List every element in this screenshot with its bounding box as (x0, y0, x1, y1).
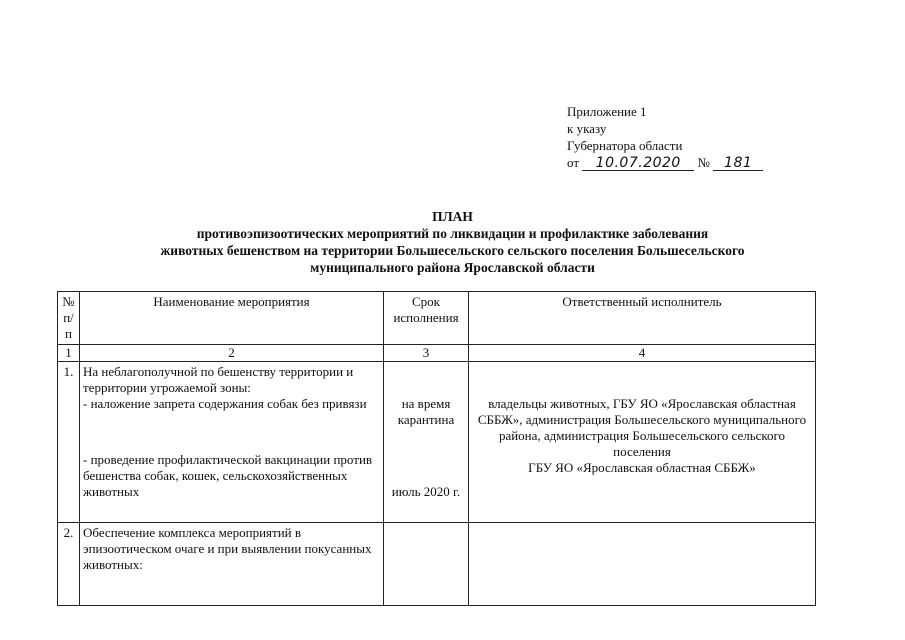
appendix-date-row (567, 154, 763, 171)
appendix-line-3: Губернатора области (567, 138, 683, 153)
handwritten-number: 181 (713, 156, 763, 171)
plan-heading: ПЛАН (432, 209, 473, 224)
row-term (384, 523, 469, 606)
row-name-item: - наложение запрета содержания собак без привязи (83, 396, 367, 411)
appendix-line-2: к указу (567, 121, 607, 136)
row-term-2: июль 2020 г. (391, 484, 461, 499)
plan-table (57, 291, 816, 606)
column-number: 2 (80, 345, 384, 362)
row-term (384, 362, 469, 523)
appendix-block (567, 103, 763, 171)
row-executor-1: владельцы животных, ГБУ ЯО «Ярославская областная СББЖ», администрация Большесельского муниципального района, администрация Большесельского сельского поселения (477, 396, 807, 459)
row-executor (469, 523, 816, 606)
row-executor-2: ГБУ ЯО «Ярославская областная СББЖ» (528, 460, 756, 475)
column-number: 4 (469, 345, 816, 362)
column-number: 3 (384, 345, 469, 362)
spacer (83, 412, 380, 452)
header-num: № п/п (58, 292, 80, 345)
row-name: Обеспечение комплекса мероприятий в эпизоотическом очаге и при выявлении покусанных животных: (80, 523, 384, 606)
row-name-intro: На неблагополучной по бешенству территории и территории угрожаемой зоны: (83, 364, 354, 395)
row-executor (469, 362, 816, 523)
appendix-line-1: Приложение 1 (567, 104, 647, 119)
handwritten-date: 10.07.2020 (582, 156, 694, 171)
row-num: 2. (58, 523, 80, 606)
row-term-1: на время карантина (397, 396, 455, 427)
row-name (80, 362, 384, 523)
table-header-row (58, 292, 816, 345)
table-row (58, 523, 816, 606)
header-term: Срок исполнения (384, 292, 469, 345)
from-label: от (567, 155, 580, 170)
row-name-item: - проведение профилактической вакцинации против бешенства собак, кошек, сельскохозяйственных животных (83, 452, 373, 499)
plan-title-line-2: животных бешенством на территории Большесельского сельского поселения Большесельского (160, 243, 745, 258)
column-number: 1 (58, 345, 80, 362)
column-number-row (58, 345, 816, 362)
row-num: 1. (58, 362, 80, 523)
header-name: Наименование мероприятия (80, 292, 384, 345)
number-label: № (697, 155, 710, 170)
plan-title-line-1: противоэпизоотических мероприятий по ликвидации и профилактике заболевания (196, 226, 709, 241)
plan-title-line-3: муниципального района Ярославской области (310, 260, 595, 275)
table-row (58, 362, 816, 523)
header-executor: Ответственный исполнитель (469, 292, 816, 345)
